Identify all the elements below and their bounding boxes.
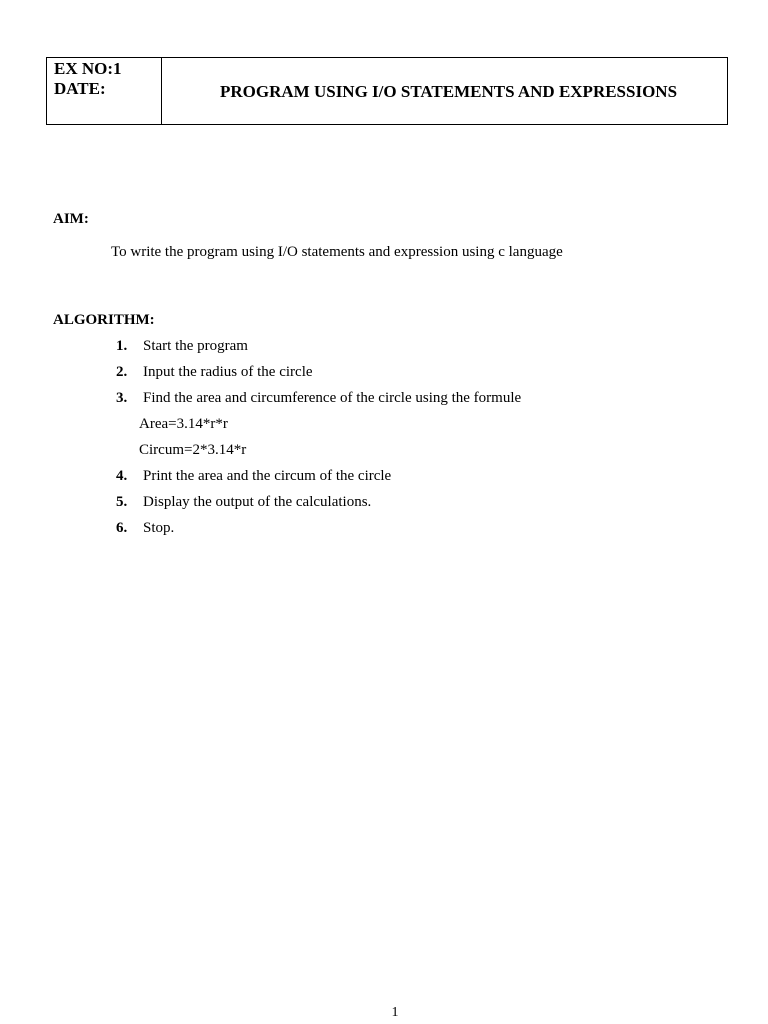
step-number: 1. bbox=[116, 338, 128, 354]
area-formula: Area=3.14*r*r bbox=[139, 416, 228, 432]
step-text: Input the radius of the circle bbox=[143, 364, 313, 380]
circumference-formula: Circum=2*3.14*r bbox=[139, 442, 247, 458]
algorithm-step bbox=[116, 390, 521, 407]
algorithm-step bbox=[116, 338, 248, 355]
step-text: Print the area and the circum of the circle bbox=[143, 468, 392, 484]
step-text: Find the area and circumference of the circle using the formule bbox=[143, 390, 522, 406]
date-label: DATE: bbox=[54, 79, 106, 98]
step-number: 3. bbox=[116, 390, 128, 406]
aim-text: To write the program using I/O statements and expression using c language bbox=[111, 244, 563, 260]
algorithm-label: ALGORITHM: bbox=[53, 312, 155, 328]
step-number: 6. bbox=[116, 520, 128, 536]
step-text: Stop. bbox=[143, 520, 175, 536]
document-title: PROGRAM USING I/O STATEMENTS AND EXPRESSIONS bbox=[220, 82, 678, 101]
step-number: 5. bbox=[116, 494, 128, 510]
header-table bbox=[46, 57, 728, 125]
algorithm-step bbox=[116, 520, 174, 537]
step-number: 2. bbox=[116, 364, 128, 380]
header-right-cell bbox=[162, 58, 727, 124]
page-number: 1 bbox=[391, 1005, 399, 1020]
step-text: Display the output of the calculations. bbox=[143, 494, 372, 510]
ex-no-label: EX NO:1 bbox=[54, 59, 122, 78]
header-left-cell bbox=[47, 58, 162, 124]
step-number: 4. bbox=[116, 468, 128, 484]
algorithm-step bbox=[116, 494, 371, 511]
step-text: Start the program bbox=[143, 338, 248, 354]
algorithm-step bbox=[116, 364, 313, 381]
algorithm-step bbox=[116, 468, 391, 485]
aim-label: AIM: bbox=[53, 211, 89, 227]
